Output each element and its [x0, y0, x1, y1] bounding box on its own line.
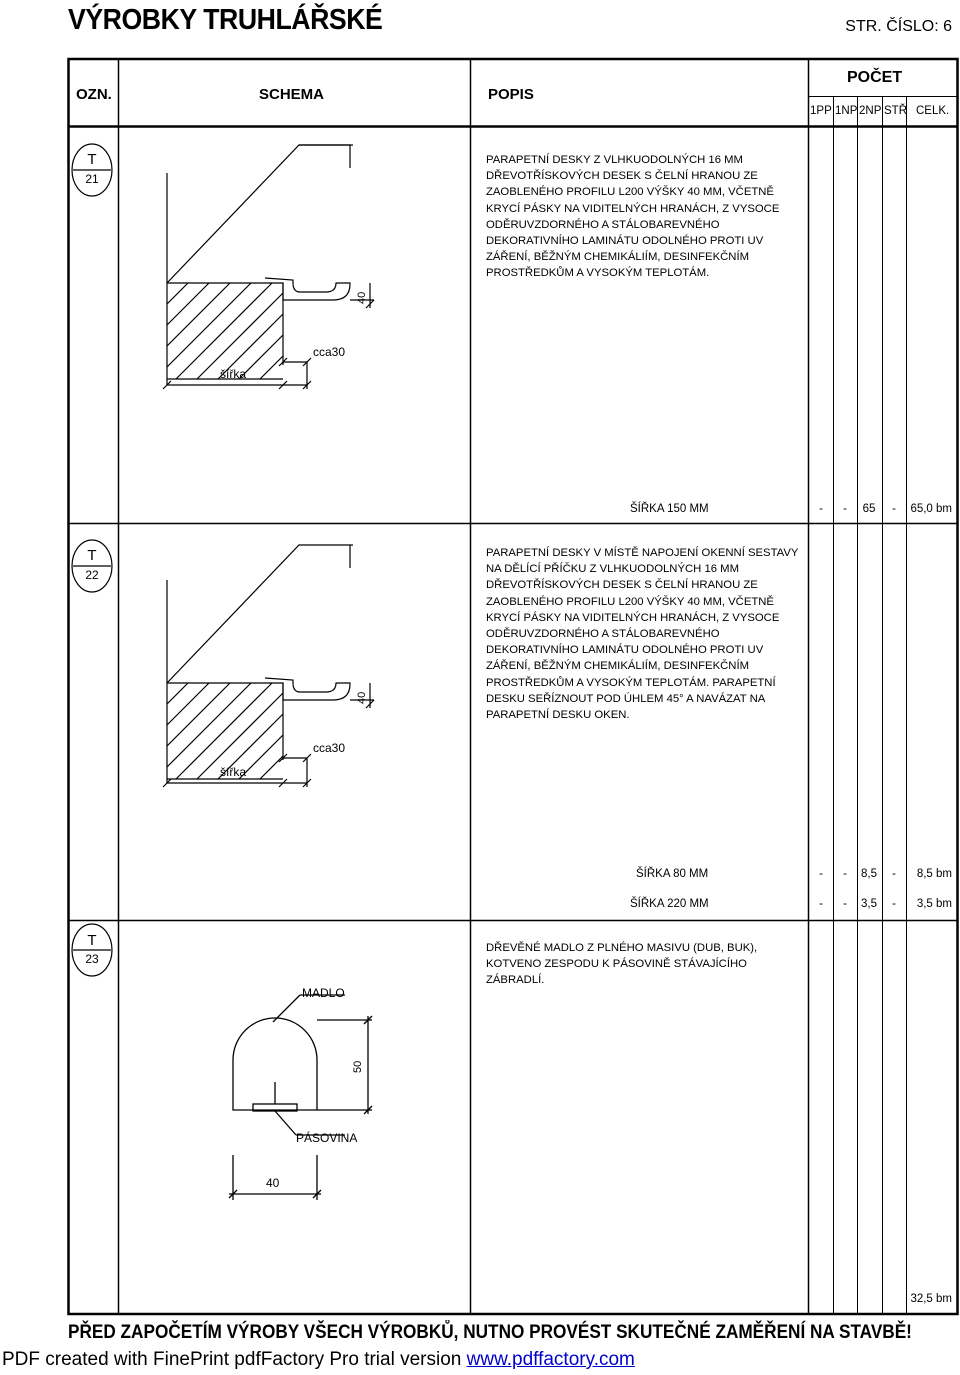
- item-description: PARAPETNÍ DESKY V MÍSTĚ NAPOJENÍ OKENNÍ SESTAVY NA DĚLÍCÍ PŘÍČKU Z VLHKUODOLNÝCH 16 MM DŘEVOTŘÍSKOVÝCH DESEK S ČELNÍ HRANOU ZE ZAOBLENÉHO PROFILU L200 VÝŠKY 40 MM, VČETNĚ KRYCÍ PÁSKY NA VIDITELNÝCH HRANÁCH, Z VYSOCE ODĚRUVZDORNÉHO A STÁLOBAREVNÉHO DEKORATIVNÍHO LAMINÁTU ODOLNÉHO PROTI UV ZÁŘENÍ, BĚŽNÝM CHEMIKÁLIÍM, DESINFEKČNÍM PROSTŘEDKŮM A VYSOKÝM TEPLOTÁM. PARAPETNÍ DESKU SEŘÍZNOUT POD ÚHLEM 45° A NAVÁZAT NA PARAPETNÍ DESKU OKEN.: [486, 547, 799, 722]
- t23-handrail-drawing: [229, 995, 372, 1200]
- count-str: -: [892, 898, 896, 910]
- dim-width: 40: [266, 1176, 280, 1190]
- dim-height: 50: [352, 1060, 364, 1073]
- count-2np: 8,5: [861, 868, 877, 880]
- count-total: 32,5 bm: [910, 1293, 952, 1305]
- dim-overhang: cca30: [313, 741, 346, 755]
- count-total: 3,5 bm: [916, 898, 952, 910]
- col-header-celk: CELK.: [916, 105, 950, 117]
- footer-notice: PŘED ZAPOČETÍM VÝROBY VŠECH VÝROBKŮ, NUTNO PROVÉST SKUTEČNÉ ZAMĚŘENÍ NA STAVBĚ!: [68, 1322, 912, 1343]
- col-header-2np: 2NP: [859, 105, 882, 117]
- dim-strip: PÁSOVINA: [296, 1131, 358, 1145]
- tag-number: 23: [85, 952, 99, 966]
- col-header-1np: 1NP: [835, 105, 858, 117]
- row-label: ŠÍŘKA 150 MM: [630, 503, 709, 515]
- tag-number: 21: [85, 172, 99, 186]
- count-str: -: [892, 503, 896, 515]
- pdf-watermark: [2, 1349, 635, 1371]
- count-total: 65,0 bm: [910, 503, 952, 515]
- count-1pp: -: [819, 868, 823, 880]
- col-header-pocet: POČET: [847, 69, 903, 86]
- count-total: 8,5 bm: [916, 868, 952, 880]
- col-header-schema: SCHEMA: [259, 86, 325, 103]
- sheet-number: STR. ČÍSLO: 6: [845, 18, 952, 35]
- col-header-1pp: 1PP: [810, 105, 832, 117]
- count-1pp: -: [819, 898, 823, 910]
- dim-height: 40: [356, 291, 368, 304]
- dim-height: 40: [356, 691, 368, 704]
- count-1pp: -: [819, 503, 823, 515]
- col-header-popis: POPIS: [488, 86, 534, 103]
- tag-number: 22: [85, 568, 99, 582]
- row-label: ŠÍŘKA 80 MM: [636, 868, 709, 880]
- dim-handrail: MADLO: [302, 986, 345, 1000]
- document-title: VÝROBKY TRUHLÁŘSKÉ: [68, 4, 383, 36]
- pdf-note: PDF created with FinePrint pdfFactory Pro trial version: [2, 1349, 462, 1370]
- count-str: -: [892, 868, 896, 880]
- count-1np: -: [843, 898, 847, 910]
- count-1np: -: [843, 868, 847, 880]
- col-header-ozn: OZN.: [76, 86, 112, 103]
- dim-width: šířka: [220, 765, 247, 779]
- pdf-link[interactable]: www.pdffactory.com: [466, 1349, 635, 1370]
- tag-prefix: T: [87, 932, 97, 949]
- dim-overhang: cca30: [313, 345, 346, 359]
- col-header-str: STŘ: [884, 105, 907, 117]
- item-description: DŘEVĚNÉ MADLO Z PLNÉHO MASIVU (DUB, BUK), KOTVENO ZESPODU K PÁSOVINĚ STÁVAJÍCÍHO ZÁBRADLÍ.: [486, 942, 758, 987]
- item-description: PARAPETNÍ DESKY Z VLHKUODOLNÝCH 16 MM DŘEVOTŘÍSKOVÝCH DESEK S ČELNÍ HRANOU ZE ZAOBLENÉHO PROFILU L200 VÝŠKY 40 MM, VČETNĚ KRYCÍ PÁSKY NA VIDITELNÝCH HRANÁCH, Z VYSOCE ODĚRUVZDORNÉHO A STÁLOBAREVNÉHO DEKORATIVNÍHO LAMINÁTU ODOLNÉHO PROTI UV ZÁŘENÍ, BĚŽNÝM CHEMIKÁLIÍM, DESINFEKČNÍM PROSTŘEDKŮM A VYSOKÝM TEPLOTÁM.: [486, 154, 780, 280]
- row-label: ŠÍŘKA 220 MM: [630, 898, 709, 910]
- count-2np: 3,5: [861, 898, 877, 910]
- count-1np: -: [843, 503, 847, 515]
- tag-prefix: T: [87, 151, 97, 168]
- count-2np: 65: [862, 503, 876, 515]
- dim-width: šířka: [220, 367, 247, 381]
- tag-prefix: T: [87, 547, 97, 564]
